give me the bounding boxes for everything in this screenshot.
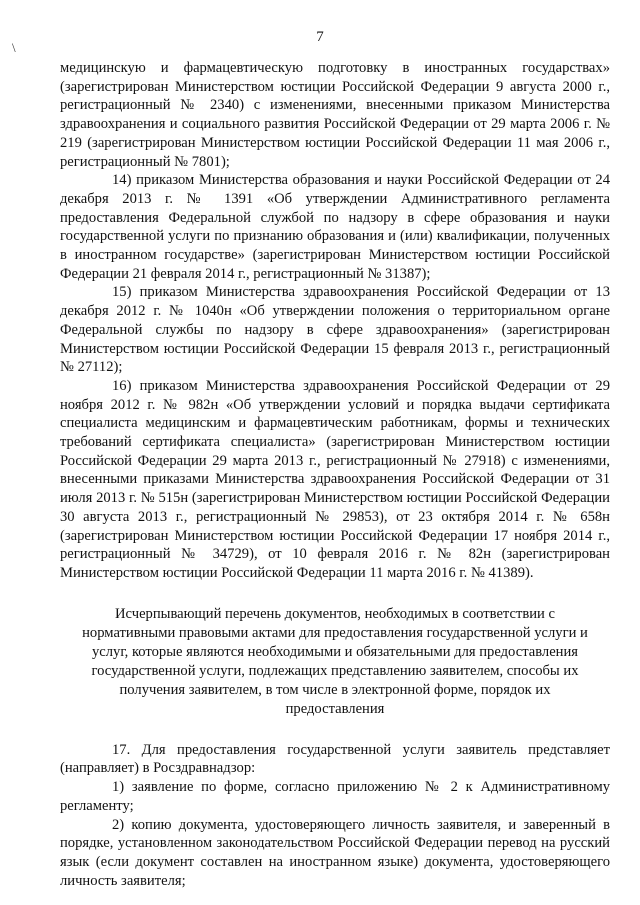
paragraph: медицинскую и фармацевтическую подготовку в иностранных государствах» (зарегистрирован Министерством юстиции Российской Федерации 9 августа 2000 г., регистрационный № 2340) с изменениями, внесенными приказом Министерства здравоохранения и социального развития Российской Федерации от 29 марта 2006 г. № 219 (зарегистрирован Министерством юстиции Российской Федерации 11 мая 2006 г., регистрационный № 7801); bbox=[60, 60, 610, 170]
paragraph: 17. Для предоставления государственной услуги заявитель представляет (направляет) в Росздравнадзор: bbox=[60, 741, 610, 777]
page-number: 7 bbox=[316, 29, 324, 45]
section-heading: Исчерпывающий перечень документов, необходимых в соответствии с нормативными правовыми актами для предоставления государственной услуги и услуг, которые являются необходимыми и обязательными для предоставления государственной услуги, подлежащих представлению заявителем, способы их получения заявителем, в том числе в электронной форме, порядок их предоставления bbox=[82, 605, 588, 717]
paragraph: 2) копию документа, удостоверяющего личность заявителя, и заверенный в порядке, установленном законодательством Российской Федерации перевод на русский язык (если документ составлен на иностранном языке) документа, удостоверяющего личность заявителя; bbox=[60, 816, 610, 889]
paragraph: 16) приказом Министерства здравоохранения Российской Федерации от 29 ноября 2012 г. № 982н «Об утверждении условий и порядка выдачи сертификата специалиста медицинским и фармацевтическим работникам, формы и технических требований сертификата специалиста» (зарегистрирован Министерством юстиции Российской Федерации 29 марта 2013 г., регистрационный № 27918) с изменениями, внесенными приказами Министерства здравоохранения Российской Федерации от 31 июля 2013 г. № 515н (зарегистрирован Министерством юстиции Российской Федерации 30 августа 2013 г., регистрационный № 29853), от 23 октября 2014 г. № 658н (зарегистрирован Министерством юстиции Российской Федерации 17 ноября 2014 г., регистрационный № 34729), от 10 февраля 2016 г. № 82н (зарегистрирован Министерством юстиции Российской Федерации 11 марта 2016 г. № 41389). bbox=[60, 377, 610, 581]
paragraph: 15) приказом Министерства здравоохранения Российской Федерации от 13 декабря 2012 г. № 1040н «Об утверждении положения о территориальном органе Федеральной службы по надзору в сфере здравоохранения» (зарегистрирован Министерством юстиции Российской Федерации 15 февраля 2013 г., регистрационный № 27112); bbox=[60, 284, 610, 376]
paragraph: 1) заявление по форме, согласно приложению № 2 к Административному регламенту; bbox=[60, 779, 610, 814]
document-body bbox=[60, 59, 610, 890]
paragraph: 14) приказом Министерства образования и науки Российской Федерации от 24 декабря 2013 г. № 1391 «Об утверждении Административного регламента предоставления Федеральной службой по надзору в сфере образования и науки государственной услуги по признанию образования и (или) квалификации, полученных в иностранном государстве» (зарегистрирован Министерством юстиции Российской Федерации 21 февраля 2014 г., регистрационный № 31387); bbox=[60, 172, 610, 282]
margin-mark: \ bbox=[12, 40, 16, 55]
